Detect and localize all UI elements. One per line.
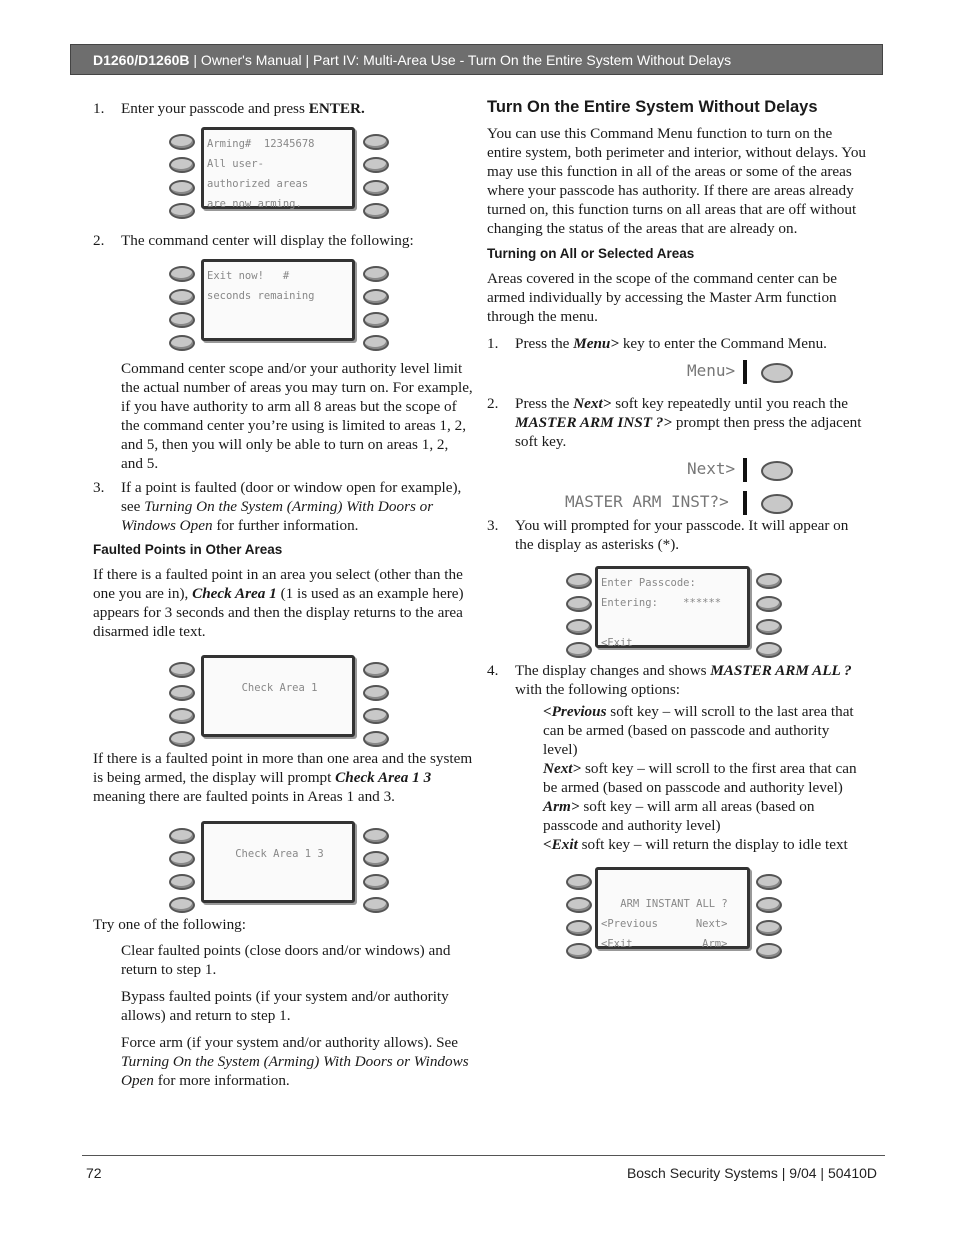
header-model: D1260/D1260B [93, 52, 190, 68]
intro-paragraph: You can use this Command Menu function to turn on the entire system, both perimeter and interior, without delays. You may use this function in all of the areas or some of the areas where your passcode has authority. If there are areas already turned on, this function turns on all areas that are off without changing the status of the areas that are already on. [487, 125, 867, 237]
cross-reference: Turning On the System (Arming) With Doors or Windows Open [121, 1053, 469, 1089]
key-pointer-bar [743, 360, 747, 384]
right-soft-keys [756, 874, 780, 966]
left-column [93, 99, 473, 1090]
keypad-display-check-area-multi [169, 821, 473, 913]
faulted-paragraph [93, 565, 473, 641]
multi-area-paragraph [93, 749, 473, 806]
lcd-screen [201, 821, 355, 903]
text: key to enter the Command Menu. [619, 335, 827, 352]
sub-intro-paragraph: Areas covered in the scope of the command center can be armed individually by accessing the Master Arm function through the menu. [487, 270, 837, 325]
text: soft key – will arm all areas (based on passcode and authority level) [543, 798, 815, 834]
lcd-line: Check Area 1 [241, 682, 318, 694]
option-arm [487, 797, 867, 835]
try-text: Try one of the following: [93, 916, 246, 933]
keypad-display-exit [169, 259, 473, 351]
lcd-line: are now arming. [207, 198, 302, 210]
lcd-line: <Exit [601, 637, 633, 649]
text: meaning there are faulted points in Areas 1 and 3. [93, 788, 395, 805]
right-soft-keys [756, 573, 780, 665]
left-step-3 [93, 478, 473, 535]
text: Force arm (if your system and/or authority allows). See [121, 1034, 458, 1051]
menu-key-label: Menu> [573, 335, 620, 352]
text: Press the [515, 395, 574, 412]
step-number: 3. [487, 517, 499, 534]
step-number: 1. [93, 100, 105, 117]
right-soft-keys [363, 134, 387, 226]
next-label: Next> [687, 459, 736, 478]
next-master-key-graphic [487, 451, 867, 517]
step-number: 2. [93, 232, 105, 249]
step-text: The command center will display the following: [121, 232, 414, 249]
lcd-line: Enter Passcode: [601, 577, 696, 589]
right-soft-keys [363, 662, 387, 754]
master-arm-all-label: MASTER ARM ALL ? [710, 662, 852, 679]
lcd-line: authorized areas [207, 178, 309, 190]
check-area-label: Check Area 1 [192, 585, 277, 602]
text: soft key – will return the display to idle text [577, 836, 848, 853]
right-soft-keys [363, 828, 387, 920]
lcd-line: All user- [207, 158, 264, 170]
step-text: If a point is faulted (door or window open for example), see [121, 479, 462, 515]
text: soft key repeatedly until you reach the [611, 395, 848, 412]
step-number: 2. [487, 395, 499, 412]
previous-key-label: <Previous [543, 703, 607, 720]
key-pointer-bar [743, 491, 747, 515]
text: soft key – will scroll to the last area that can be armed (based on passcode and authority level) [543, 703, 854, 758]
step-number: 4. [487, 662, 499, 679]
left-soft-keys [169, 266, 193, 358]
left-step-2 [93, 231, 473, 250]
right-step-3 [487, 516, 867, 554]
soft-key [761, 461, 793, 481]
menu-key-graphic [487, 355, 867, 395]
text: The display changes and shows [515, 662, 711, 679]
menu-label: Menu> [687, 361, 736, 380]
left-soft-keys [169, 662, 193, 754]
check-area-multi-label: Check Area 1 3 [335, 769, 432, 786]
option-next [487, 759, 867, 797]
lcd-line [601, 874, 747, 894]
text: You will prompted for your passcode. It will appear on the display as asterisks (*). [515, 517, 849, 553]
step-number: 3. [93, 479, 105, 496]
header-title: | Owner's Manual | Part IV: Multi-Area Use - Turn On the Entire System Without Delays [189, 52, 732, 68]
left-soft-keys [169, 828, 193, 920]
section-heading: Turn On the Entire System Without Delays [487, 98, 818, 116]
right-step-4 [487, 661, 867, 699]
left-soft-keys [566, 874, 590, 966]
lcd-line: Exit now! # [207, 270, 290, 282]
text: If there is a faulted point in an area you select (other than the one you are in), [93, 566, 463, 602]
lcd-screen [595, 867, 750, 949]
key-pointer-bar [743, 458, 747, 482]
master-arm-inst-label: MASTER ARM INST?> [565, 492, 729, 511]
lcd-line: Entering: ****** [601, 597, 722, 609]
right-step-2 [487, 394, 867, 451]
faulted-heading: Faulted Points in Other Areas [93, 542, 283, 557]
left-soft-keys [566, 573, 590, 665]
text: (1 is used as an example here) appears for 3 seconds and then the display returns to the area disarmed idle text. [93, 585, 464, 640]
right-step-1 [487, 334, 867, 353]
arm-key-label: Arm> [543, 798, 580, 815]
text: If there is a faulted point in more than one area and the system is being armed, the display will prompt [93, 750, 473, 786]
footer-publisher: Bosch Security Systems | 9/04 | 50410D [626, 1165, 877, 1181]
lcd-screen [201, 127, 355, 209]
enter-key-label: ENTER. [308, 100, 365, 117]
option-bypass: Bypass faulted points (if your system and/or authority allows) and return to step 1. [121, 988, 449, 1024]
running-header [70, 44, 883, 75]
step-text: Enter your passcode and press [121, 100, 309, 117]
lcd-line: Check Area 1 3 [235, 848, 324, 860]
right-soft-keys [363, 266, 387, 358]
left-step-1 [93, 99, 473, 118]
footer-rule [82, 1155, 885, 1156]
master-arm-label: MASTER ARM INST ?> [515, 414, 673, 431]
keypad-display-arming [169, 127, 473, 219]
page-number: 72 [86, 1165, 102, 1181]
lcd-line: ARM INSTANT ALL ? [620, 898, 728, 910]
lcd-line: seconds remaining [207, 290, 315, 302]
text: for more information. [153, 1072, 290, 1089]
text: prompt then press the adjacent soft key. [515, 414, 862, 450]
scope-note: Command center scope and/or your authority level limit the actual number of areas you may turn on. For example, if you have authority to arm all 8 areas but the scope of the command center you’re using is limited to areas 1, 2, and 5, then you will only be able to turn on areas 1, 2, and 5. [121, 360, 473, 472]
lcd-line: <Exit Arm> [601, 938, 728, 950]
text: soft key – will scroll to the first area that can be armed (based on passcode and authority level) [543, 760, 857, 796]
option-previous [487, 702, 867, 759]
keypad-display-arm-all [566, 867, 867, 959]
keypad-display-passcode [566, 566, 867, 658]
option-force-arm [93, 1033, 473, 1090]
lcd-line [601, 613, 747, 633]
next-key-label: Next> [573, 395, 612, 412]
right-column [487, 97, 867, 959]
lcd-line: <Previous Next> [601, 918, 728, 930]
text: Press the [515, 335, 574, 352]
keypad-display-check-area [169, 655, 473, 747]
soft-key [761, 494, 793, 514]
next-key-label: Next> [543, 760, 582, 777]
left-soft-keys [169, 134, 193, 226]
option-clear: Clear faulted points (close doors and/or windows) and return to step 1. [121, 942, 451, 978]
lcd-line: Arming# 12345678 [207, 138, 315, 150]
lcd-screen [595, 566, 750, 648]
option-exit [487, 835, 867, 854]
step-text: for further information. [212, 517, 359, 534]
lcd-screen [201, 259, 355, 341]
lcd-screen [201, 655, 355, 737]
soft-key [761, 363, 793, 383]
subheading: Turning on All or Selected Areas [487, 246, 695, 261]
cross-reference: Turning On the System (Arming) With Doors or Windows Open [121, 498, 434, 534]
exit-key-label: <Exit [543, 836, 578, 853]
step-number: 1. [487, 335, 499, 352]
text: with the following options: [515, 681, 680, 698]
